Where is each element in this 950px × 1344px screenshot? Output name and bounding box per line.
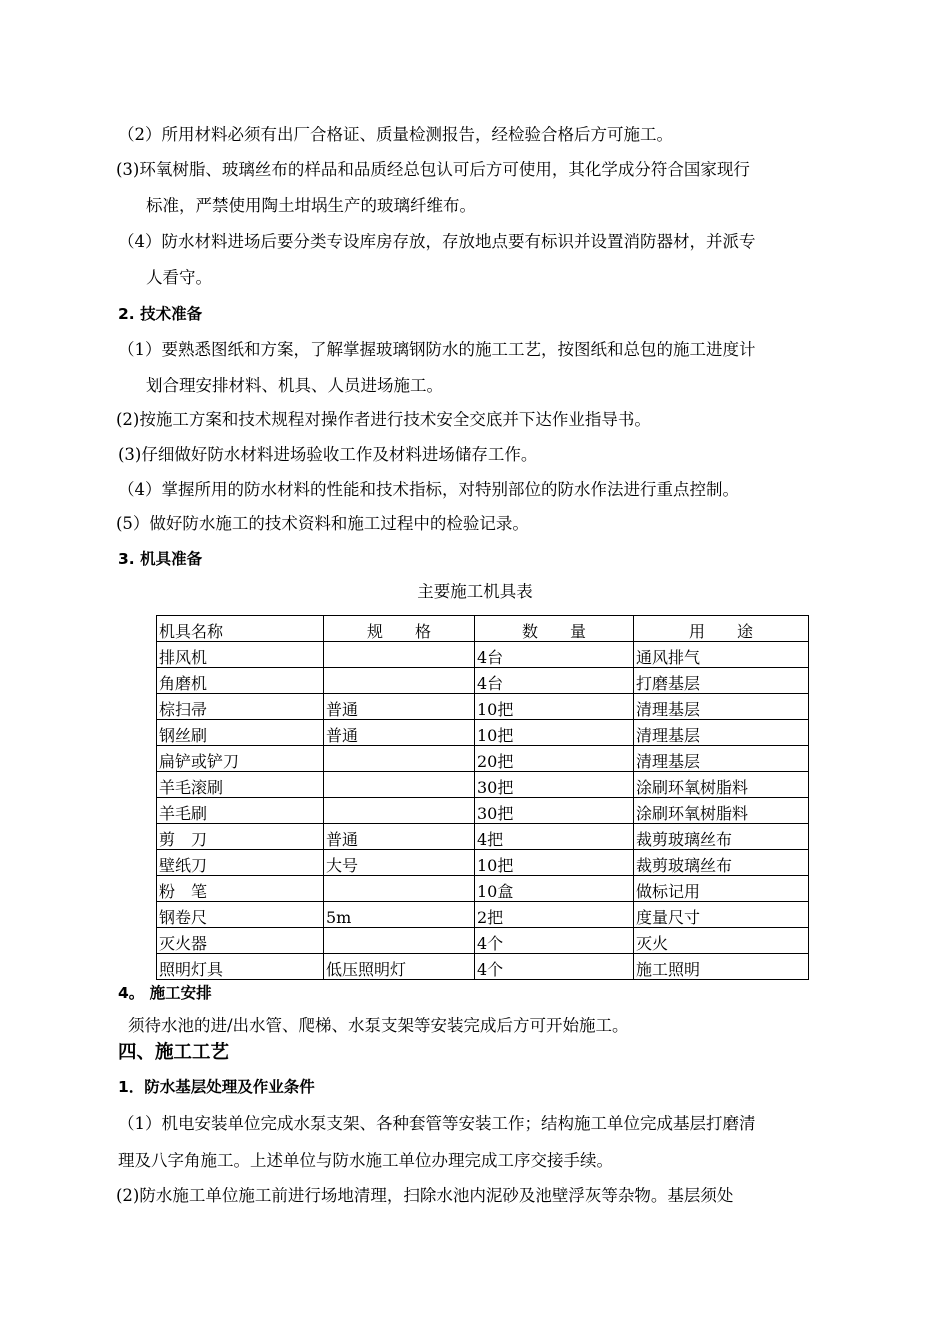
table-cell: 10把: [475, 850, 634, 876]
table-cell: 施工照明: [634, 954, 809, 980]
text-line: 标准，严禁使用陶土坩埚生产的玻璃纤维布。: [146, 196, 476, 215]
header-cell: 数 量: [475, 616, 634, 642]
text-line: (3)环氧树脂、玻璃丝布的样品和品质经总包认可后方可使用，其化学成分符合国家现行: [116, 160, 750, 179]
table-row: [157, 876, 809, 902]
table-cell: 棕扫帚: [157, 694, 324, 720]
table-row: [157, 798, 809, 824]
table-cell: 度量尺寸: [634, 902, 809, 928]
table-row: [157, 642, 809, 668]
text-line: 须待水池的进/出水管、爬梯、水泵支架等安装完成后方可开始施工。: [128, 1016, 629, 1035]
chapter-heading: 四、施工工艺: [118, 1042, 230, 1063]
table-cell: 20把: [475, 746, 634, 772]
table-row: [157, 746, 809, 772]
section-heading: 4。 施工安排: [118, 984, 212, 1002]
text-line: （2）所用材料必须有出厂合格证、质量检测报告，经检验合格后方可施工。: [118, 125, 673, 144]
table-cell: 10盒: [475, 876, 634, 902]
table-cell: 4台: [475, 668, 634, 694]
table-cell: 角磨机: [157, 668, 324, 694]
header-cell: 机具名称: [157, 616, 324, 642]
table-cell: 羊毛刷: [157, 798, 324, 824]
table-cell: [324, 668, 475, 694]
section-heading: 3. 机具准备: [118, 550, 203, 568]
table-cell: 涂刷环氧树脂料: [634, 798, 809, 824]
table-cell: [324, 876, 475, 902]
table-cell: 清理基层: [634, 746, 809, 772]
table-cell: [324, 772, 475, 798]
table-cell: 4个: [475, 928, 634, 954]
table-cell: 涂刷环氧树脂料: [634, 772, 809, 798]
table-cell: 30把: [475, 772, 634, 798]
table-row: [157, 824, 809, 850]
table-cell: 4台: [475, 642, 634, 668]
table-cell: 打磨基层: [634, 668, 809, 694]
header-cell: 规 格: [324, 616, 475, 642]
text-line: （1）机电安装单位完成水泵支架、各种套管等安装工作；结构施工单位完成基层打磨清: [118, 1114, 756, 1133]
section-heading: 2. 技术准备: [118, 305, 203, 323]
text-line: 人看守。: [146, 268, 212, 287]
table-cell: 壁纸刀: [157, 850, 324, 876]
table-row: [157, 694, 809, 720]
table-caption: 主要施工机具表: [417, 582, 533, 601]
table-header-row: [157, 616, 809, 642]
text-line: （4）掌握所用的防水材料的性能和技术指标，对特别部位的防水作法进行重点控制。: [118, 480, 739, 499]
table-cell: 10把: [475, 720, 634, 746]
section-heading: 1．防水基层处理及作业条件: [118, 1078, 315, 1096]
tools-table: [156, 615, 809, 980]
table-cell: 照明灯具: [157, 954, 324, 980]
text-line: （4）防水材料进场后要分类专设库房存放，存放地点要有标识并设置消防器材，并派专: [118, 232, 756, 251]
table-cell: 30把: [475, 798, 634, 824]
table-cell: 普通: [324, 694, 475, 720]
text-line: 划合理安排材料、机具、人员进场施工。: [146, 376, 443, 395]
table-cell: 10把: [475, 694, 634, 720]
table-cell: 钢卷尺: [157, 902, 324, 928]
table-cell: 裁剪玻璃丝布: [634, 850, 809, 876]
table-cell: 普通: [324, 720, 475, 746]
table-cell: 排风机: [157, 642, 324, 668]
table-row: [157, 850, 809, 876]
table-cell: 裁剪玻璃丝布: [634, 824, 809, 850]
table-row: [157, 928, 809, 954]
table-cell: 清理基层: [634, 720, 809, 746]
table-cell: 普通: [324, 824, 475, 850]
text-line: (2)防水施工单位施工前进行场地清理，扫除水池内泥砂及池壁浮灰等杂物。基层须处: [116, 1186, 734, 1205]
table-row: [157, 772, 809, 798]
table-cell: 低压照明灯: [324, 954, 475, 980]
table-cell: 灭火器: [157, 928, 324, 954]
table-cell: 2把: [475, 902, 634, 928]
table-cell: [324, 642, 475, 668]
table-cell: 5m: [324, 902, 475, 928]
table-cell: 清理基层: [634, 694, 809, 720]
text-line: (2)按施工方案和技术规程对操作者进行技术安全交底并下达作业指导书。: [116, 410, 651, 429]
table-row: [157, 668, 809, 694]
text-line: 理及八字角施工。上述单位与防水施工单位办理完成工序交接手续。: [118, 1151, 613, 1170]
table-cell: 扁铲或铲刀: [157, 746, 324, 772]
table-cell: 通风排气: [634, 642, 809, 668]
table-cell: 钢丝刷: [157, 720, 324, 746]
table-cell: [324, 746, 475, 772]
table-cell: 粉 笔: [157, 876, 324, 902]
table-cell: [324, 798, 475, 824]
table-cell: 大号: [324, 850, 475, 876]
table-cell: 4个: [475, 954, 634, 980]
table-cell: 剪 刀: [157, 824, 324, 850]
table-cell: 做标记用: [634, 876, 809, 902]
text-line: (3)仔细做好防水材料进场验收工作及材料进场储存工作。: [118, 445, 538, 464]
table-row: [157, 720, 809, 746]
header-cell: 用 途: [634, 616, 809, 642]
table-row: [157, 902, 809, 928]
table-cell: [324, 928, 475, 954]
table-cell: 灭火: [634, 928, 809, 954]
table-row: [157, 954, 809, 980]
text-line: （1）要熟悉图纸和方案，了解掌握玻璃钢防水的施工工艺，按图纸和总包的施工进度计: [118, 340, 756, 359]
table-cell: 4把: [475, 824, 634, 850]
table-cell: 羊毛滚刷: [157, 772, 324, 798]
text-line: (5）做好防水施工的技术资料和施工过程中的检验记录。: [116, 514, 529, 533]
